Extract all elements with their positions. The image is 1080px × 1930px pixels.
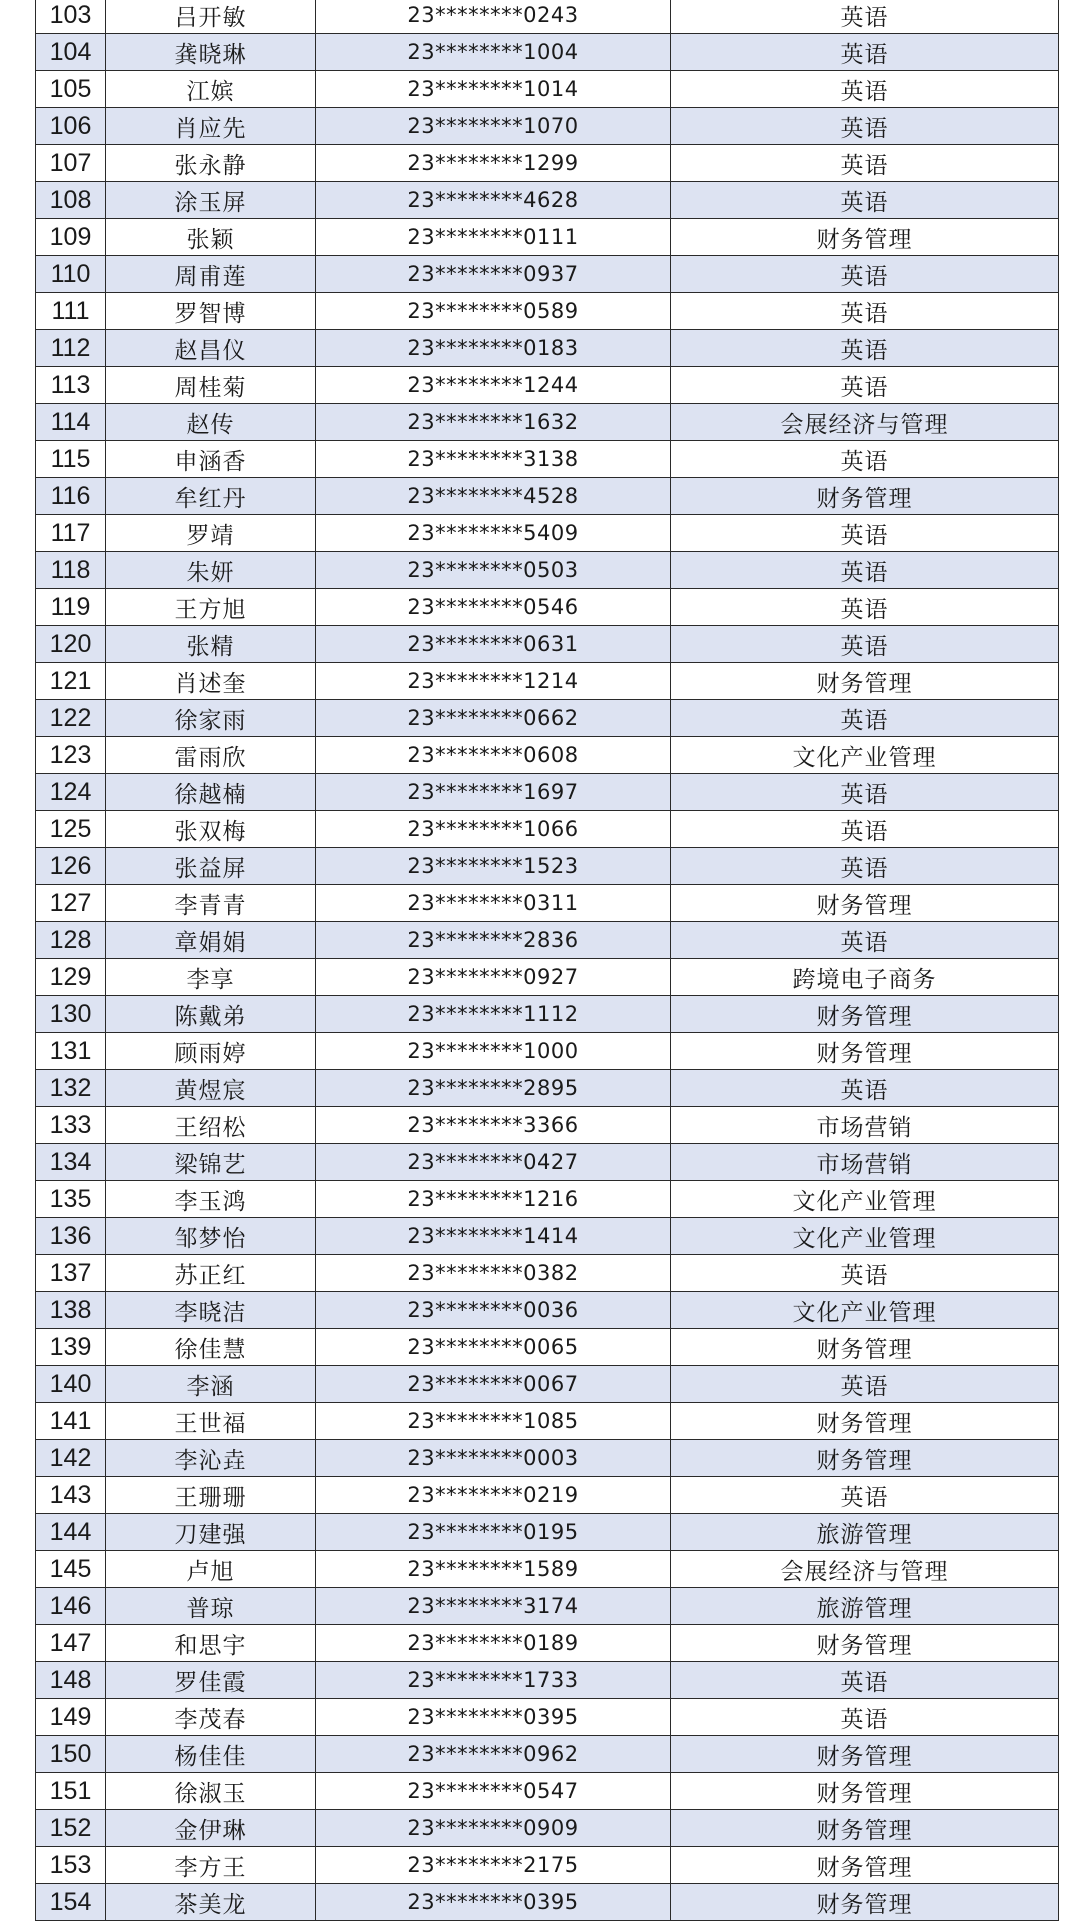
student-name: 罗智博	[106, 293, 316, 330]
student-id: 23********1214	[316, 663, 671, 700]
student-name: 卢旭	[106, 1551, 316, 1588]
table-row	[36, 108, 1059, 145]
major: 文化产业管理	[671, 1181, 1059, 1218]
table-row	[36, 293, 1059, 330]
row-number: 144	[36, 1514, 106, 1551]
student-name: 刀建强	[106, 1514, 316, 1551]
table-row	[36, 1699, 1059, 1736]
student-id: 23********1697	[316, 774, 671, 811]
student-id: 23********2895	[316, 1070, 671, 1107]
student-name: 王世福	[106, 1403, 316, 1440]
table-row	[36, 0, 1059, 34]
major: 英语	[671, 626, 1059, 663]
student-id: 23********0189	[316, 1625, 671, 1662]
student-id: 23********0065	[316, 1329, 671, 1366]
row-number: 133	[36, 1107, 106, 1144]
student-name: 黄煜宸	[106, 1070, 316, 1107]
table-row	[36, 367, 1059, 404]
major: 财务管理	[671, 1403, 1059, 1440]
table-row	[36, 1070, 1059, 1107]
table-row	[36, 1033, 1059, 1070]
major: 英语	[671, 0, 1059, 34]
student-name: 杨佳佳	[106, 1736, 316, 1773]
table-row	[36, 1181, 1059, 1218]
major: 文化产业管理	[671, 1292, 1059, 1329]
student-id: 23********0427	[316, 1144, 671, 1181]
major: 英语	[671, 71, 1059, 108]
student-name: 罗靖	[106, 515, 316, 552]
major: 财务管理	[671, 1329, 1059, 1366]
table-row	[36, 774, 1059, 811]
row-number: 120	[36, 626, 106, 663]
major: 英语	[671, 145, 1059, 182]
row-number: 143	[36, 1477, 106, 1514]
row-number: 135	[36, 1181, 106, 1218]
student-name: 徐佳慧	[106, 1329, 316, 1366]
major: 英语	[671, 1662, 1059, 1699]
student-name: 徐淑玉	[106, 1773, 316, 1810]
table-row	[36, 404, 1059, 441]
student-id: 23********1216	[316, 1181, 671, 1218]
student-id: 23********3366	[316, 1107, 671, 1144]
row-number: 121	[36, 663, 106, 700]
major: 英语	[671, 589, 1059, 626]
major: 财务管理	[671, 1847, 1059, 1884]
major: 英语	[671, 515, 1059, 552]
student-name: 李茂春	[106, 1699, 316, 1736]
table-row	[36, 811, 1059, 848]
student-id: 23********3174	[316, 1588, 671, 1625]
student-id: 23********3138	[316, 441, 671, 478]
row-number: 136	[36, 1218, 106, 1255]
major: 跨境电子商务	[671, 959, 1059, 996]
major: 财务管理	[671, 1810, 1059, 1847]
student-name: 普琼	[106, 1588, 316, 1625]
major: 英语	[671, 34, 1059, 71]
major: 旅游管理	[671, 1514, 1059, 1551]
student-id: 23********0927	[316, 959, 671, 996]
table-row	[36, 1366, 1059, 1403]
row-number: 152	[36, 1810, 106, 1847]
row-number: 112	[36, 330, 106, 367]
table-row	[36, 1477, 1059, 1514]
table-row	[36, 700, 1059, 737]
major: 英语	[671, 811, 1059, 848]
row-number: 148	[36, 1662, 106, 1699]
student-id: 23********5409	[316, 515, 671, 552]
student-name: 涂玉屏	[106, 182, 316, 219]
row-number: 103	[36, 0, 106, 34]
major: 英语	[671, 1366, 1059, 1403]
row-number: 111	[36, 293, 106, 330]
table-row	[36, 256, 1059, 293]
student-id: 23********0003	[316, 1440, 671, 1477]
table-row	[36, 848, 1059, 885]
table-row	[36, 1773, 1059, 1810]
student-id: 23********0395	[316, 1884, 671, 1921]
major: 财务管理	[671, 478, 1059, 515]
table-row	[36, 34, 1059, 71]
student-id: 23********0546	[316, 589, 671, 626]
row-number: 151	[36, 1773, 106, 1810]
major: 英语	[671, 1699, 1059, 1736]
major: 财务管理	[671, 663, 1059, 700]
student-name: 邹梦怡	[106, 1218, 316, 1255]
row-number: 124	[36, 774, 106, 811]
table-row	[36, 885, 1059, 922]
row-number: 149	[36, 1699, 106, 1736]
major: 英语	[671, 1070, 1059, 1107]
major: 财务管理	[671, 219, 1059, 256]
row-number: 140	[36, 1366, 106, 1403]
table-row	[36, 1255, 1059, 1292]
student-id: 23********1112	[316, 996, 671, 1033]
row-number: 130	[36, 996, 106, 1033]
student-name: 李沁垚	[106, 1440, 316, 1477]
student-id: 23********0631	[316, 626, 671, 663]
student-id: 23********0608	[316, 737, 671, 774]
major: 英语	[671, 848, 1059, 885]
row-number: 154	[36, 1884, 106, 1921]
major: 英语	[671, 774, 1059, 811]
row-number: 117	[36, 515, 106, 552]
student-id: 23********2836	[316, 922, 671, 959]
student-name: 李涵	[106, 1366, 316, 1403]
table-row	[36, 1144, 1059, 1181]
student-id: 23********0395	[316, 1699, 671, 1736]
table-row	[36, 1625, 1059, 1662]
table-row	[36, 1847, 1059, 1884]
row-number: 114	[36, 404, 106, 441]
student-id: 23********0503	[316, 552, 671, 589]
major: 英语	[671, 1255, 1059, 1292]
student-id: 23********1414	[316, 1218, 671, 1255]
student-name: 吕开敏	[106, 0, 316, 34]
table-row	[36, 1218, 1059, 1255]
major: 会展经济与管理	[671, 1551, 1059, 1588]
row-number: 105	[36, 71, 106, 108]
table-row	[36, 1107, 1059, 1144]
student-name: 申涵香	[106, 441, 316, 478]
table-row	[36, 219, 1059, 256]
row-number: 137	[36, 1255, 106, 1292]
table-row	[36, 996, 1059, 1033]
student-name: 李玉鸿	[106, 1181, 316, 1218]
row-number: 108	[36, 182, 106, 219]
major: 英语	[671, 182, 1059, 219]
row-number: 138	[36, 1292, 106, 1329]
student-name: 陈戴弟	[106, 996, 316, 1033]
student-name: 肖应先	[106, 108, 316, 145]
table-row	[36, 182, 1059, 219]
table-row	[36, 145, 1059, 182]
student-id: 23********1632	[316, 404, 671, 441]
row-number: 141	[36, 1403, 106, 1440]
student-name: 王方旭	[106, 589, 316, 626]
student-id: 23********4528	[316, 478, 671, 515]
student-roster-table	[35, 0, 1059, 1921]
student-id: 23********0111	[316, 219, 671, 256]
row-number: 139	[36, 1329, 106, 1366]
row-number: 116	[36, 478, 106, 515]
table-row	[36, 1736, 1059, 1773]
student-name: 李青青	[106, 885, 316, 922]
student-name: 张精	[106, 626, 316, 663]
row-number: 128	[36, 922, 106, 959]
student-id: 23********1004	[316, 34, 671, 71]
table-row	[36, 1440, 1059, 1477]
table-row	[36, 1514, 1059, 1551]
table-row	[36, 626, 1059, 663]
student-id: 23********0183	[316, 330, 671, 367]
major: 旅游管理	[671, 1588, 1059, 1625]
student-name: 金伊琳	[106, 1810, 316, 1847]
student-name: 张益屏	[106, 848, 316, 885]
student-name: 和思宇	[106, 1625, 316, 1662]
student-id: 23********4628	[316, 182, 671, 219]
student-name: 雷雨欣	[106, 737, 316, 774]
major: 英语	[671, 367, 1059, 404]
major: 英语	[671, 700, 1059, 737]
row-number: 104	[36, 34, 106, 71]
student-id: 23********0937	[316, 256, 671, 293]
major: 财务管理	[671, 1625, 1059, 1662]
student-name: 张颖	[106, 219, 316, 256]
major: 财务管理	[671, 1736, 1059, 1773]
row-number: 126	[36, 848, 106, 885]
major: 英语	[671, 108, 1059, 145]
row-number: 123	[36, 737, 106, 774]
row-number: 119	[36, 589, 106, 626]
student-id: 23********1070	[316, 108, 671, 145]
student-id: 23********0311	[316, 885, 671, 922]
row-number: 113	[36, 367, 106, 404]
student-id: 23********0067	[316, 1366, 671, 1403]
table-row	[36, 1662, 1059, 1699]
student-id: 23********0243	[316, 0, 671, 34]
row-number: 142	[36, 1440, 106, 1477]
major: 英语	[671, 1477, 1059, 1514]
major: 文化产业管理	[671, 737, 1059, 774]
student-name: 江嫔	[106, 71, 316, 108]
row-number: 107	[36, 145, 106, 182]
student-name: 顾雨婷	[106, 1033, 316, 1070]
major: 财务管理	[671, 1033, 1059, 1070]
student-id: 23********1244	[316, 367, 671, 404]
major: 英语	[671, 330, 1059, 367]
student-name: 梁锦艺	[106, 1144, 316, 1181]
row-number: 147	[36, 1625, 106, 1662]
table-row	[36, 71, 1059, 108]
student-id: 23********0219	[316, 1477, 671, 1514]
major: 会展经济与管理	[671, 404, 1059, 441]
table-row	[36, 1403, 1059, 1440]
student-name: 徐家雨	[106, 700, 316, 737]
row-number: 134	[36, 1144, 106, 1181]
student-name: 李晓洁	[106, 1292, 316, 1329]
student-name: 章娟娟	[106, 922, 316, 959]
student-id: 23********1000	[316, 1033, 671, 1070]
student-id: 23********0962	[316, 1736, 671, 1773]
student-name: 苏正红	[106, 1255, 316, 1292]
student-name: 李享	[106, 959, 316, 996]
student-id: 23********1523	[316, 848, 671, 885]
student-id: 23********0195	[316, 1514, 671, 1551]
student-id: 23********1014	[316, 71, 671, 108]
student-id: 23********0382	[316, 1255, 671, 1292]
table-row	[36, 959, 1059, 996]
student-id: 23********0547	[316, 1773, 671, 1810]
table-row	[36, 663, 1059, 700]
table-row	[36, 478, 1059, 515]
major: 财务管理	[671, 1440, 1059, 1477]
student-name: 王绍松	[106, 1107, 316, 1144]
row-number: 118	[36, 552, 106, 589]
major: 市场营销	[671, 1107, 1059, 1144]
row-number: 150	[36, 1736, 106, 1773]
row-number: 109	[36, 219, 106, 256]
student-id: 23********1589	[316, 1551, 671, 1588]
student-name: 朱妍	[106, 552, 316, 589]
table-row	[36, 1588, 1059, 1625]
table-row	[36, 1292, 1059, 1329]
table-row	[36, 515, 1059, 552]
table-row	[36, 1810, 1059, 1847]
student-name: 肖述奎	[106, 663, 316, 700]
student-name: 周甫莲	[106, 256, 316, 293]
major: 英语	[671, 256, 1059, 293]
row-number: 153	[36, 1847, 106, 1884]
student-id: 23********0036	[316, 1292, 671, 1329]
student-name: 龚晓琳	[106, 34, 316, 71]
student-id: 23********0589	[316, 293, 671, 330]
row-number: 125	[36, 811, 106, 848]
table-row	[36, 589, 1059, 626]
major: 文化产业管理	[671, 1218, 1059, 1255]
row-number: 146	[36, 1588, 106, 1625]
row-number: 115	[36, 441, 106, 478]
major: 英语	[671, 552, 1059, 589]
major: 财务管理	[671, 1773, 1059, 1810]
row-number: 129	[36, 959, 106, 996]
student-id: 23********2175	[316, 1847, 671, 1884]
student-name: 徐越楠	[106, 774, 316, 811]
major: 英语	[671, 293, 1059, 330]
student-id: 23********1085	[316, 1403, 671, 1440]
table-row	[36, 1884, 1059, 1921]
major: 财务管理	[671, 996, 1059, 1033]
major: 财务管理	[671, 1884, 1059, 1921]
table-row	[36, 441, 1059, 478]
student-name: 赵传	[106, 404, 316, 441]
student-name: 牟红丹	[106, 478, 316, 515]
major: 市场营销	[671, 1144, 1059, 1181]
table-row	[36, 330, 1059, 367]
student-name: 罗佳霞	[106, 1662, 316, 1699]
student-name: 周桂菊	[106, 367, 316, 404]
student-id: 23********1733	[316, 1662, 671, 1699]
student-id: 23********0909	[316, 1810, 671, 1847]
row-number: 106	[36, 108, 106, 145]
major: 英语	[671, 922, 1059, 959]
row-number: 110	[36, 256, 106, 293]
table-row	[36, 922, 1059, 959]
table-row	[36, 1551, 1059, 1588]
student-name: 茶美龙	[106, 1884, 316, 1921]
student-id: 23********1299	[316, 145, 671, 182]
row-number: 127	[36, 885, 106, 922]
major: 财务管理	[671, 885, 1059, 922]
table-row	[36, 1329, 1059, 1366]
student-name: 张永静	[106, 145, 316, 182]
row-number: 122	[36, 700, 106, 737]
student-id: 23********0662	[316, 700, 671, 737]
student-name: 赵昌仪	[106, 330, 316, 367]
row-number: 145	[36, 1551, 106, 1588]
major: 英语	[671, 441, 1059, 478]
student-name: 王珊珊	[106, 1477, 316, 1514]
student-name: 李方王	[106, 1847, 316, 1884]
roster-body	[36, 0, 1059, 1921]
row-number: 132	[36, 1070, 106, 1107]
row-number: 131	[36, 1033, 106, 1070]
student-id: 23********1066	[316, 811, 671, 848]
student-name: 张双梅	[106, 811, 316, 848]
table-row	[36, 552, 1059, 589]
table-row	[36, 737, 1059, 774]
